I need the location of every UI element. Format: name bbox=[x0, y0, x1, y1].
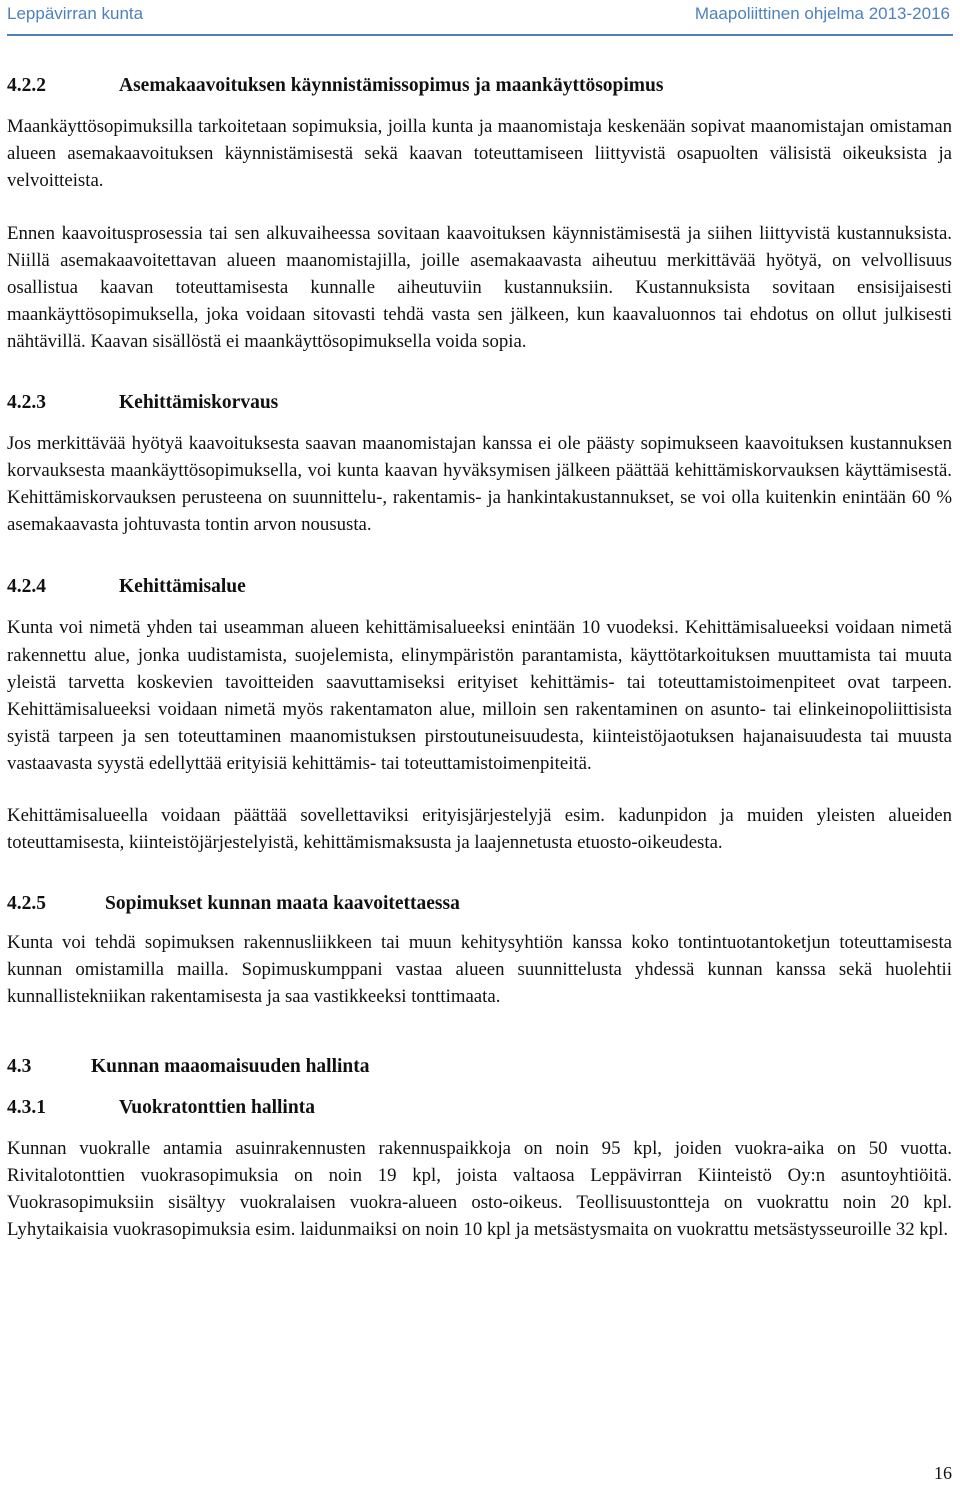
section-heading-4-2-3 bbox=[7, 388, 952, 418]
section-number: 4.3.1 bbox=[7, 1096, 46, 1118]
page-number: 16 bbox=[934, 1463, 952, 1483]
header-divider bbox=[7, 34, 953, 36]
paragraph: Kunta voi tehdä sopimuksen rakennusliikkeen tai muun kehitysyhtiön kanssa koko tontintuotantoketjun toteuttamisesta kunnan omistamilla mailla. Sopimuskumppani vastaa alueen suunnittelusta yhdessä kunnan kanssa sekä huolehtii kunnallistekniikan rakentamisesta ja saa vastikkeeksi tonttimaata. bbox=[7, 932, 952, 1008]
section-heading-4-3 bbox=[7, 1052, 952, 1082]
paragraph: Kehittämisalueella voidaan päättää sovellettaviksi erityisjärjestelyjä esim. kadunpidon ja muiden yleisten alueiden toteuttamisesta, kiinteistöjärjestelyistä, kehittämismaksusta ja laajennetusta etuosto-oikeudesta. bbox=[7, 804, 952, 853]
section-number: 4.2.4 bbox=[7, 576, 46, 598]
section-heading-4-3-1 bbox=[7, 1093, 952, 1123]
section-title: Kehittämisalue bbox=[119, 576, 246, 598]
section-number: 4.3 bbox=[7, 1055, 32, 1077]
section-number: 4.2.2 bbox=[7, 75, 46, 96]
section-title: Sopimukset kunnan maata kaavoitettaessa bbox=[105, 893, 460, 915]
section-number: 4.2.5 bbox=[7, 893, 46, 915]
header-document-title: Maapoliittinen ohjelma 2013-2016 bbox=[694, 4, 950, 23]
paragraph: Ennen kaavoitusprosessia tai sen alkuvaiheessa sovitaan kaavoituksen käynnistämisestä ja siihen liittyvistä kustannuksista. Niillä asemakaavoitettavan alueen maanomistajilla, joille asemakaavasta aiheutuu merkittävää hyötyä, on velvollisuus osallistua kaavan toteuttamisesta kunnalle aiheutuviin kustannuksiin. Kustannuksista sovitaan ensisijaisesti maankäyttösopimuksella, joka voidaan sitovasti tehdä vasta sen jälkeen, kun kaavaluonnos tai ehdotus on ollut julkisesti nähtävillä. Kaavan sisällöstä ei maankäyttösopimuksella voida sopia. bbox=[7, 222, 952, 353]
section-heading-4-2-2 bbox=[7, 71, 952, 101]
section-title: Kehittämiskorvaus bbox=[119, 391, 279, 413]
paragraph: Kunta voi nimetä yhden tai useamman alueen kehittämisalueeksi enintään 10 vuodeksi. Kehittämisalueeksi voidaan nimetä rakennettu alue, jonka uudistamista, suojelemista, elinympäristön parantamista, käyttötarkoituksen muuttamista tai muuta yleistä tarvetta koskevien tavoitteiden saavuttamiseksi erityiset kehittämis- tai toteuttamistoimenpiteet ovat tarpeen. Kehittämisalueeksi voidaan nimetä myös rakentamaton alue, milloin sen rakentaminen on asunto- tai elinkeinopoliittisista syistä tarpeen ja sen toteuttaminen maanomistuksen pirstoutuneisuudesta, kiinteistöjaotuksen hajanaisuudesta tai muusta vastaavasta syystä edellyttää erityisiä kehittämis- tai toteuttamistoimenpiteitä. bbox=[7, 617, 952, 775]
document-body bbox=[7, 71, 952, 1243]
section-heading-4-2-4 bbox=[7, 572, 952, 602]
paragraph: Maankäyttösopimuksilla tarkoitetaan sopimuksia, joilla kunta ja maanomistaja keskenään sopivat maanomistajan omistaman alueen asemakaavoituksen käynnistämisestä sekä kaavan toteuttamiseen liittyvistä osapuolten välisistä oikeuksista ja velvoitteista. bbox=[7, 116, 952, 192]
section-title: Asemakaavoituksen käynnistämissopimus ja maankäyttösopimus bbox=[119, 75, 664, 96]
section-number: 4.2.3 bbox=[7, 391, 46, 413]
paragraph: Jos merkittävää hyötyä kaavoituksesta saavan maanomistajan kanssa ei ole päästy sopimukseen kaavoituksen kustannuksen korvauksesta maankäyttösopimuksella, voi kunta kaavan hyväksymisen jälkeen päättää kehittämiskorvauksen käyttämisestä. Kehittämiskorvauksen perusteena on suunnittelu-, rakentamis- ja hankintakustannukset, se voi olla kuitenkin enintään 60 % asemakaavasta johtuvasta tontin arvon noususta. bbox=[7, 432, 952, 536]
page-header bbox=[0, 0, 960, 38]
section-title: Kunnan maaomaisuuden hallinta bbox=[91, 1055, 370, 1077]
header-organization: Leppävirran kunta bbox=[7, 4, 144, 23]
section-title: Vuokratonttien hallinta bbox=[119, 1096, 315, 1118]
section-heading-4-2-5 bbox=[7, 889, 952, 919]
paragraph: Kunnan vuokralle antamia asuinrakennusten rakennuspaikkoja on noin 95 kpl, joiden vuokra-aika on 50 vuotta. Rivitalotonttien vuokrasopimuksia on noin 19 kpl, joista valtaosa Leppävirran Kiinteistö Oy:n asuntoyhtiöitä. Vuokrasopimuksiin sisältyy vuokralaisen vuokra-alueen osto-oikeus. Teollisuustontteja on vuokrattu noin 20 kpl. Lyhytaikaisia vuokrasopimuksia esim. laidunmaiksi on noin 10 kpl ja metsästysmaita on vuokrattu metsästysseuroille 32 kpl. bbox=[7, 1137, 952, 1241]
